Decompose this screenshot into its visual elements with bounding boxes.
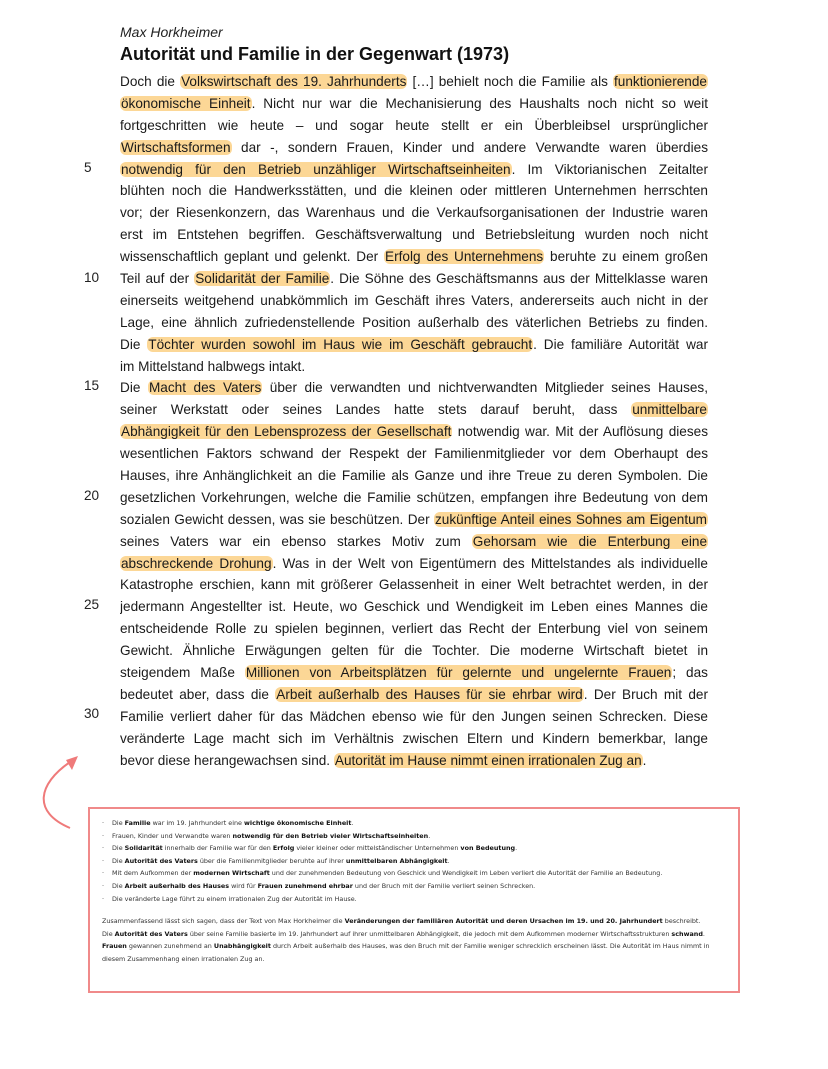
author-name: Max Horkheimer (120, 24, 223, 40)
summary-bullet: · Die veränderte Lage führt zu einem irrationalen Zug der Autorität im Hause. (102, 893, 726, 906)
bold-term: unmittelbaren Abhängigkeit (345, 856, 448, 865)
highlighted-phrase: Töchter wurden sowohl im Haus wie im Geschäft gebraucht (148, 336, 533, 352)
bold-term: Familie (124, 819, 151, 827)
bold-term: notwendig für den Betrieb vieler Wirtschaftseinheiten (232, 831, 429, 840)
bold-term: Arbeit außerhalb des Hauses (124, 881, 230, 890)
highlighted-phrase: Autorität im Hause nimmt einen irrationalen Zug an (334, 752, 642, 768)
text-line: entscheidende Rolle zu spielen beginnen, verliert das Recht der Enterbung viel von seinem (120, 621, 708, 637)
bold-term: Erfolg (272, 844, 295, 853)
summary-paragraph (102, 915, 726, 965)
bold-term: Veränderungen der familiären Autorität und deren Ursachen im 19. und 20. Jahrhundert (344, 917, 663, 926)
text-line: Familie verliert daher für das Mädchen ebenso wie für den Jungen seinen Schrecken. Diese (120, 708, 708, 724)
text-line: im Mittelstand halbwegs intakt. (120, 358, 306, 374)
highlighted-phrase: Volkswirtschaft des 19. Jahrhunderts (181, 74, 407, 89)
text-line: ökonomische Einheit. Nicht nur war die Mechanisierung des Haushalts noch nicht so weit (121, 95, 708, 111)
text-line: wesentlichen Faktors schwand der Respekt der Familienmitglieder vor dem Oberhaupt des (120, 446, 708, 462)
text-line: Die Töchter wurden sowohl im Haus wie im Geschäft gebraucht. Die familiäre Autorität war (120, 336, 708, 352)
summary-bullet: · Die Autorität des Vaters über die Familienmitglieder beruhte auf ihrer unmittelbaren Abhängigkeit. (102, 855, 726, 868)
highlighted-phrase: Erfolg des Unternehmens (385, 249, 544, 265)
text-line: veränderte Lage macht sich im Verhältnis zwischen Eltern und Kindern bemerkbar, lange (120, 730, 708, 746)
summary-bullet: · Die Familie war im 19. Jahrhundert eine wichtige ökonomische Einheit. (102, 817, 726, 830)
text-line: bedeutet aber, dass die Arbeit außerhalb des Hauses für sie ehrbar wird. Der Bruch mit der (120, 686, 708, 702)
line-number: 5 (84, 160, 92, 175)
text-line: Wirtschaftsformen dar -, sondern Frauen, Kinder und andere Verwandte waren überdies (121, 139, 708, 155)
text-line: Hauses, ihre Anhänglichkeit an die Familie als Ganze und ihre Treue zu deren Symbolen. Die (120, 468, 708, 484)
summary-bullet: · Frauen, Kinder und Verwandte waren notwendig für den Betrieb vieler Wirtschaftseinheiten. (102, 830, 726, 843)
highlighted-phrase: abschreckende Drohung (121, 555, 272, 571)
text-line: Katastrophe erschien, kann mit größerer Gelassenheit in einer Welt betrachtet werden, in der (120, 577, 708, 593)
text-line: notwendig für den Betrieb unzähliger Wirtschaftseinheiten. Im Viktorianischen Zeitalter (121, 161, 708, 177)
highlighted-phrase: Abhängigkeit für den Lebensprozess der Gesellschaft (121, 424, 452, 440)
highlighted-phrase: notwendig für den Betrieb unzähliger Wirtschaftseinheiten (121, 161, 511, 177)
bold-term: Frauen (102, 942, 127, 951)
line-number: 25 (84, 597, 100, 612)
text-line: Die Macht des Vaters über die verwandten und nichtverwandten Mitglieder seines Hauses, (120, 380, 708, 396)
line-number: 15 (84, 378, 100, 393)
text-line: Teil auf der Solidarität der Familie. Die Söhne des Geschäftsmanns aus der Mittelklasse waren (120, 271, 708, 287)
document-title: Autorität und Familie in der Gegenwart (1973) (120, 44, 510, 64)
text-line: abschreckende Drohung. Was in der Welt von Eigentümern des Mittelstandes als individuelle (121, 555, 708, 571)
text-line: wissenschaftlich geplant und gelenkt. Der Erfolg des Unternehmens beruhte zu einem großen (120, 249, 708, 265)
text-line: einerseits weitgehend unabkömmlich im Geschäft ihres Vaters, andererseits auch nicht in der (120, 292, 708, 308)
highlighted-phrase: ökonomische Einheit (121, 95, 251, 111)
bold-term: modernen Wirtschaft (193, 869, 270, 878)
bold-term: Autorität des Vaters (114, 929, 188, 938)
highlighted-phrase: unmittelbare (632, 402, 707, 418)
line-number: 10 (84, 270, 100, 285)
text-line: seines Vaters war ein ebenso starkes Motiv zum Gehorsam wie die Enterbung eine (120, 533, 708, 549)
bold-term: schwand (671, 929, 703, 938)
summary-box (88, 807, 740, 993)
text-line: Abhängigkeit für den Lebensprozess der Gesellschaft notwendig war. Mit der Auflösung dieses (121, 424, 708, 440)
highlighted-phrase: Arbeit außerhalb des Hauses für sie ehrbar wird (276, 686, 583, 702)
text-line: seiner Werkstatt oder seines Landes hatte stets darauf beruht, dass unmittelbare (120, 402, 707, 418)
bold-term: Frauen zunehmend ehrbar (257, 881, 353, 890)
line-number: 20 (84, 488, 100, 503)
summary-paragraph-line: Frauen gewannen zunehmend an Unabhängigkeit durch Arbeit außerhalb des Hauses, was den Bruch mit der Familie weniger schrecklich erscheinen lässt. Die Autorität im Haus nimmt in (102, 942, 710, 951)
bold-term: Solidarität (124, 844, 163, 853)
source-text (120, 71, 708, 772)
highlighted-phrase: zukünftige Anteil eines Sohnes am Eigentum (434, 511, 707, 527)
highlighted-phrase: Millionen von Arbeitsplätzen für gelernte und ungelernte Frauen (245, 665, 672, 681)
summary-paragraph-line: Zusammenfassend lässt sich sagen, dass der Text von Max Horkheimer die Veränderungen der familiären Autorität und deren Ursachen im 19. und 20. Jahrhundert beschreibt. (102, 917, 701, 926)
text-line: Doch die Volkswirtschaft des 19. Jahrhunderts […] behielt noch die Familie als funktionierende (120, 74, 707, 89)
summary-bullet: · Die Arbeit außerhalb des Hauses wird für Frauen zunehmend ehrbar und der Bruch mit der Familie verliert seinen Schrecken. (102, 880, 726, 893)
text-line: erst im Entstehen begriffen. Geschäftsverwaltung und Betriebsleitung wurden noch nicht (120, 227, 708, 243)
highlighted-phrase: Solidarität der Familie (195, 271, 330, 287)
highlighted-phrase: Wirtschaftsformen (121, 139, 231, 155)
text-line: blühten noch die Handwerksstätten, und die kleinen oder mittleren Unternehmen herrschten (120, 183, 708, 199)
text-line: jedermann Angestellter ist. Heute, wo Geschick und Wendigkeit im Leben eines Mannes die (120, 599, 708, 615)
bold-term: von Bedeutung (460, 844, 516, 853)
text-line: vor; der Riesenkonzern, das Warenhaus und die Verkaufsorganisationen der Industrie waren (120, 205, 708, 221)
text-line: bevor diese herangewachsen sind. Autorität im Hause nimmt einen irrationalen Zug an. (120, 752, 647, 768)
bold-term: wichtige ökonomische Einheit (244, 819, 352, 827)
highlighted-phrase: Gehorsam wie die Enterbung eine (472, 533, 708, 549)
text-line: Gewicht. Ähnliche Erwägungen gelten für die Tochter. Die moderne Wirtschaft bietet in (120, 643, 708, 659)
bold-term: Unabhängigkeit (213, 942, 271, 951)
text-line: Lage, eine ähnlich zufriedenstellende Position außerhalb des väterlichen Betriebs zu finden. (120, 314, 708, 330)
summary-paragraph-line: Die Autorität des Vaters über seine Familie basierte im 19. Jahrhundert auf ihrer unmittelbaren Abhängigkeit, die jedoch mit dem Aufkommen moderner Wirtschaftsstrukturen schwand. (102, 929, 705, 938)
highlighted-phrase: funktionierende (614, 74, 707, 89)
text-line: gesetzlichen Vorkehrungen, welche die Familie schützen, empfangen ihre Bedeutung von dem (120, 489, 708, 505)
line-number: 30 (84, 706, 100, 721)
summary-bullet-list (102, 817, 726, 905)
bold-term: Autorität des Vaters (124, 856, 198, 865)
summary-paragraph-line: diesem Zusammenhang einen irrationalen Zug an. (102, 954, 265, 963)
text-line: steigendem Maße Millionen von Arbeitsplätzen für gelernte und ungelernte Frauen; das (120, 665, 708, 681)
summary-bullet: · Mit dem Aufkommen der modernen Wirtschaft und der zunehmenden Bedeutung von Geschick und Wendigkeit im Leben verliert die Autorität der Familie an Bedeutung. (102, 867, 726, 880)
text-line: sozialen Gewicht dessen, was sie beschützen. Der zukünftige Anteil eines Sohnes am Eigentum (120, 511, 707, 527)
annotation-arrow-icon (30, 750, 90, 830)
text-line: fortgeschritten wie heute – und sogar heute stellt er ein Überbleibsel ursprünglicher (120, 117, 708, 133)
highlighted-phrase: Macht des Vaters (148, 380, 262, 396)
summary-bullet: · Die Solidarität innerhalb der Familie war für den Erfolg vieler kleiner oder mittelständischer Unternehmen von Bedeutung. (102, 842, 726, 855)
